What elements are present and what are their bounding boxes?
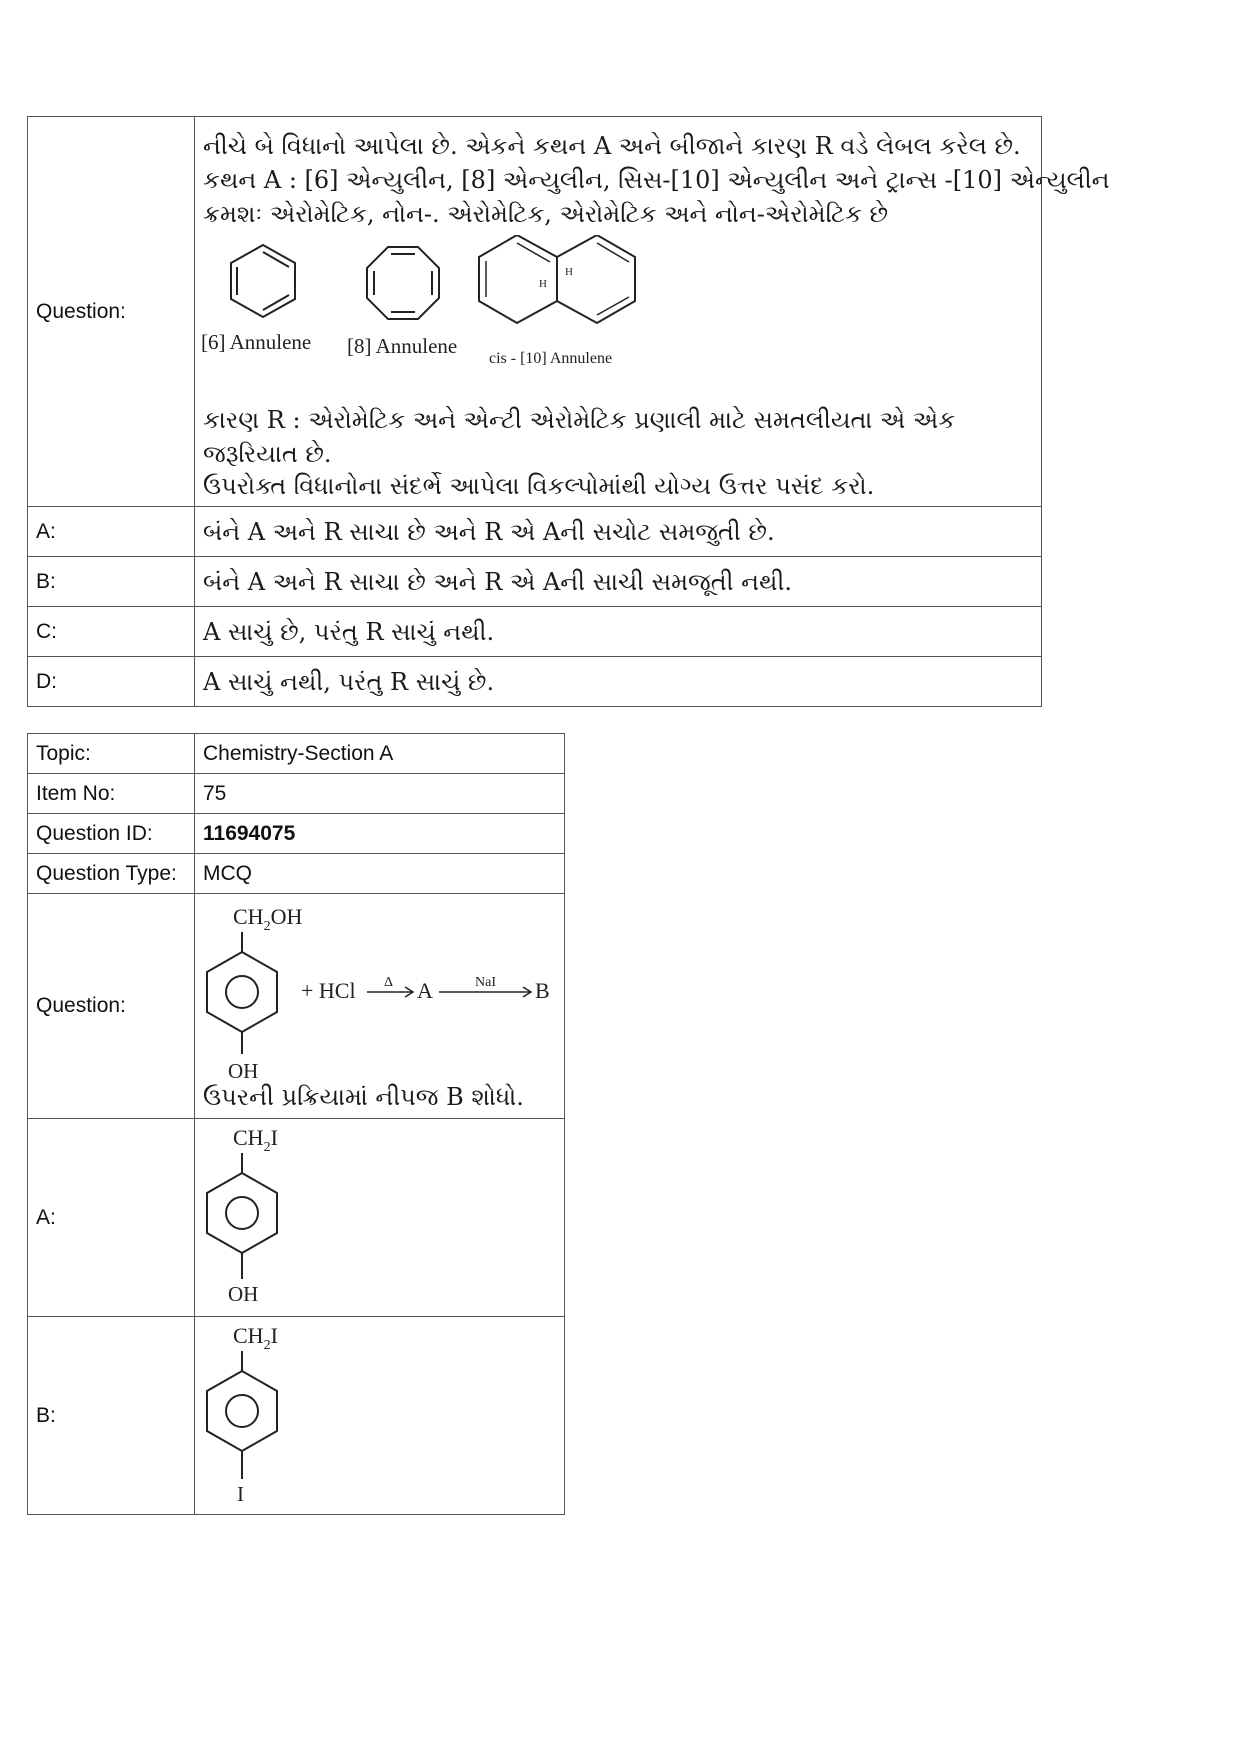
option-label: A:	[28, 507, 195, 557]
option-label: C:	[28, 607, 195, 657]
option-label: B:	[28, 557, 195, 607]
assertion-line-1: કથન A : [6] એન્યુલીન, [8] એન્યુલીન, સિસ-[10] એન્યુલીન અને ટ્રાન્સ -[10] એન્યુલીન	[203, 166, 1110, 194]
annulene-10-label: cis - [10] Annulene	[489, 350, 613, 367]
svg-text:CH2I	[233, 1323, 278, 1353]
instruction: ઉપરોક્ત વિધાનોના સંદર્ભે આપેલા વિકલ્પોમાંથી યોગ્ય ઉત્તર પસંદ કરો.	[203, 472, 875, 500]
option-row	[28, 657, 1042, 707]
structure-a-top-sub: 2	[263, 1140, 271, 1155]
structure-a-top: CH	[233, 1125, 264, 1150]
meta-row	[28, 774, 565, 814]
svg-text:CH2I	[233, 1125, 278, 1155]
assertion-line-2: ક્રમશઃ એરોમેટિક, નોન-. એરોમેટિક, એરોમેટિક અને નોન-એરોમેટિક છે	[203, 200, 889, 228]
option-label: A:	[28, 1119, 195, 1317]
structure-b-top: CH	[233, 1323, 264, 1348]
option-row	[28, 607, 1042, 657]
option-row	[28, 1317, 565, 1515]
reason-line-1: કારણ R : એરોમેટિક અને એન્ટી એરોમેટિક પ્રણાલી માટે સમતલીયતા એ એક	[203, 406, 956, 434]
topic-value: Chemistry-Section A	[195, 734, 565, 774]
reactant-top-group: CH	[233, 904, 264, 929]
question-label: Question:	[28, 117, 195, 507]
question-type-value: MCQ	[195, 854, 565, 894]
arrow-1-label: Δ	[384, 975, 394, 990]
benzene-structure	[231, 245, 295, 317]
item-no-value: 75	[195, 774, 565, 814]
question-content	[195, 117, 1110, 507]
meta-label: Question Type:	[28, 854, 195, 894]
reaction-scheme	[195, 894, 563, 1084]
option-row	[28, 557, 1042, 607]
question-label: Question:	[28, 894, 195, 1119]
option-text: A સાચું નથી, પરંતુ R સાચું છે.	[195, 657, 1042, 707]
annulene-8-label: [8] Annulene	[347, 334, 458, 358]
reactant-bottom-group: OH	[228, 1059, 259, 1083]
structure-b-bottom: I	[237, 1482, 244, 1506]
structure-b-top-sub: 2	[263, 1338, 271, 1353]
h-label-top: H	[565, 266, 573, 278]
structure-b-top-tail: I	[270, 1323, 278, 1348]
question-id-value: 11694075	[195, 814, 565, 854]
meta-row	[28, 814, 565, 854]
meta-row	[28, 854, 565, 894]
option-structure-a	[195, 1119, 565, 1317]
option-structure-b	[195, 1317, 565, 1515]
reactant-top-sub: 2	[263, 919, 271, 934]
question-text: ઉપરની પ્રક્રિયામાં નીપજ B શોધો.	[203, 1083, 524, 1111]
arrow-2-label: NaI	[475, 975, 496, 990]
reason-line-2: જરૂરિયાત છે.	[203, 440, 332, 468]
structure-a	[195, 1119, 315, 1311]
meta-label: Topic:	[28, 734, 195, 774]
structure-b	[195, 1317, 315, 1509]
option-text: A સાચું છે, પરંતુ R સાચું નથી.	[195, 607, 1042, 657]
meta-label: Question ID:	[28, 814, 195, 854]
option-row	[28, 1119, 565, 1317]
meta-label: Item No:	[28, 774, 195, 814]
statement-intro: નીચે બે વિધાનો આપેલા છે. એકને કથન A અને બીજાને કારણ R વડે લેબલ કરેલ છે.	[203, 132, 1021, 160]
svg-text:CH2OH	[233, 904, 302, 934]
structure-a-bottom: OH	[228, 1282, 259, 1306]
h-label-inner: H	[539, 278, 547, 290]
reactant-top-tail: OH	[270, 904, 303, 929]
structure-a-top-tail: I	[270, 1125, 278, 1150]
option-text: બંને A અને R સાચા છે અને R એ Aની સાચી સમજૂતી નથી.	[195, 557, 1042, 607]
cis-10-annulene-structure	[479, 235, 635, 323]
question-table-1	[27, 116, 1110, 707]
cyclooctatetraene-structure	[367, 247, 439, 319]
option-label: B:	[28, 1317, 195, 1515]
product-b: B	[535, 978, 550, 1003]
reagent: + HCl	[301, 978, 356, 1003]
intermediate-a: A	[417, 978, 433, 1003]
annulene-6-label: [6] Annulene	[201, 330, 312, 354]
annulene-figure	[199, 235, 679, 385]
question-table-2	[27, 733, 565, 1515]
option-row	[28, 507, 1042, 557]
option-label: D:	[28, 657, 195, 707]
meta-row	[28, 734, 565, 774]
question-content	[195, 894, 565, 1119]
option-text: બંને A અને R સાચા છે અને R એ Aની સચોટ સમજુતી છે.	[195, 507, 1042, 557]
